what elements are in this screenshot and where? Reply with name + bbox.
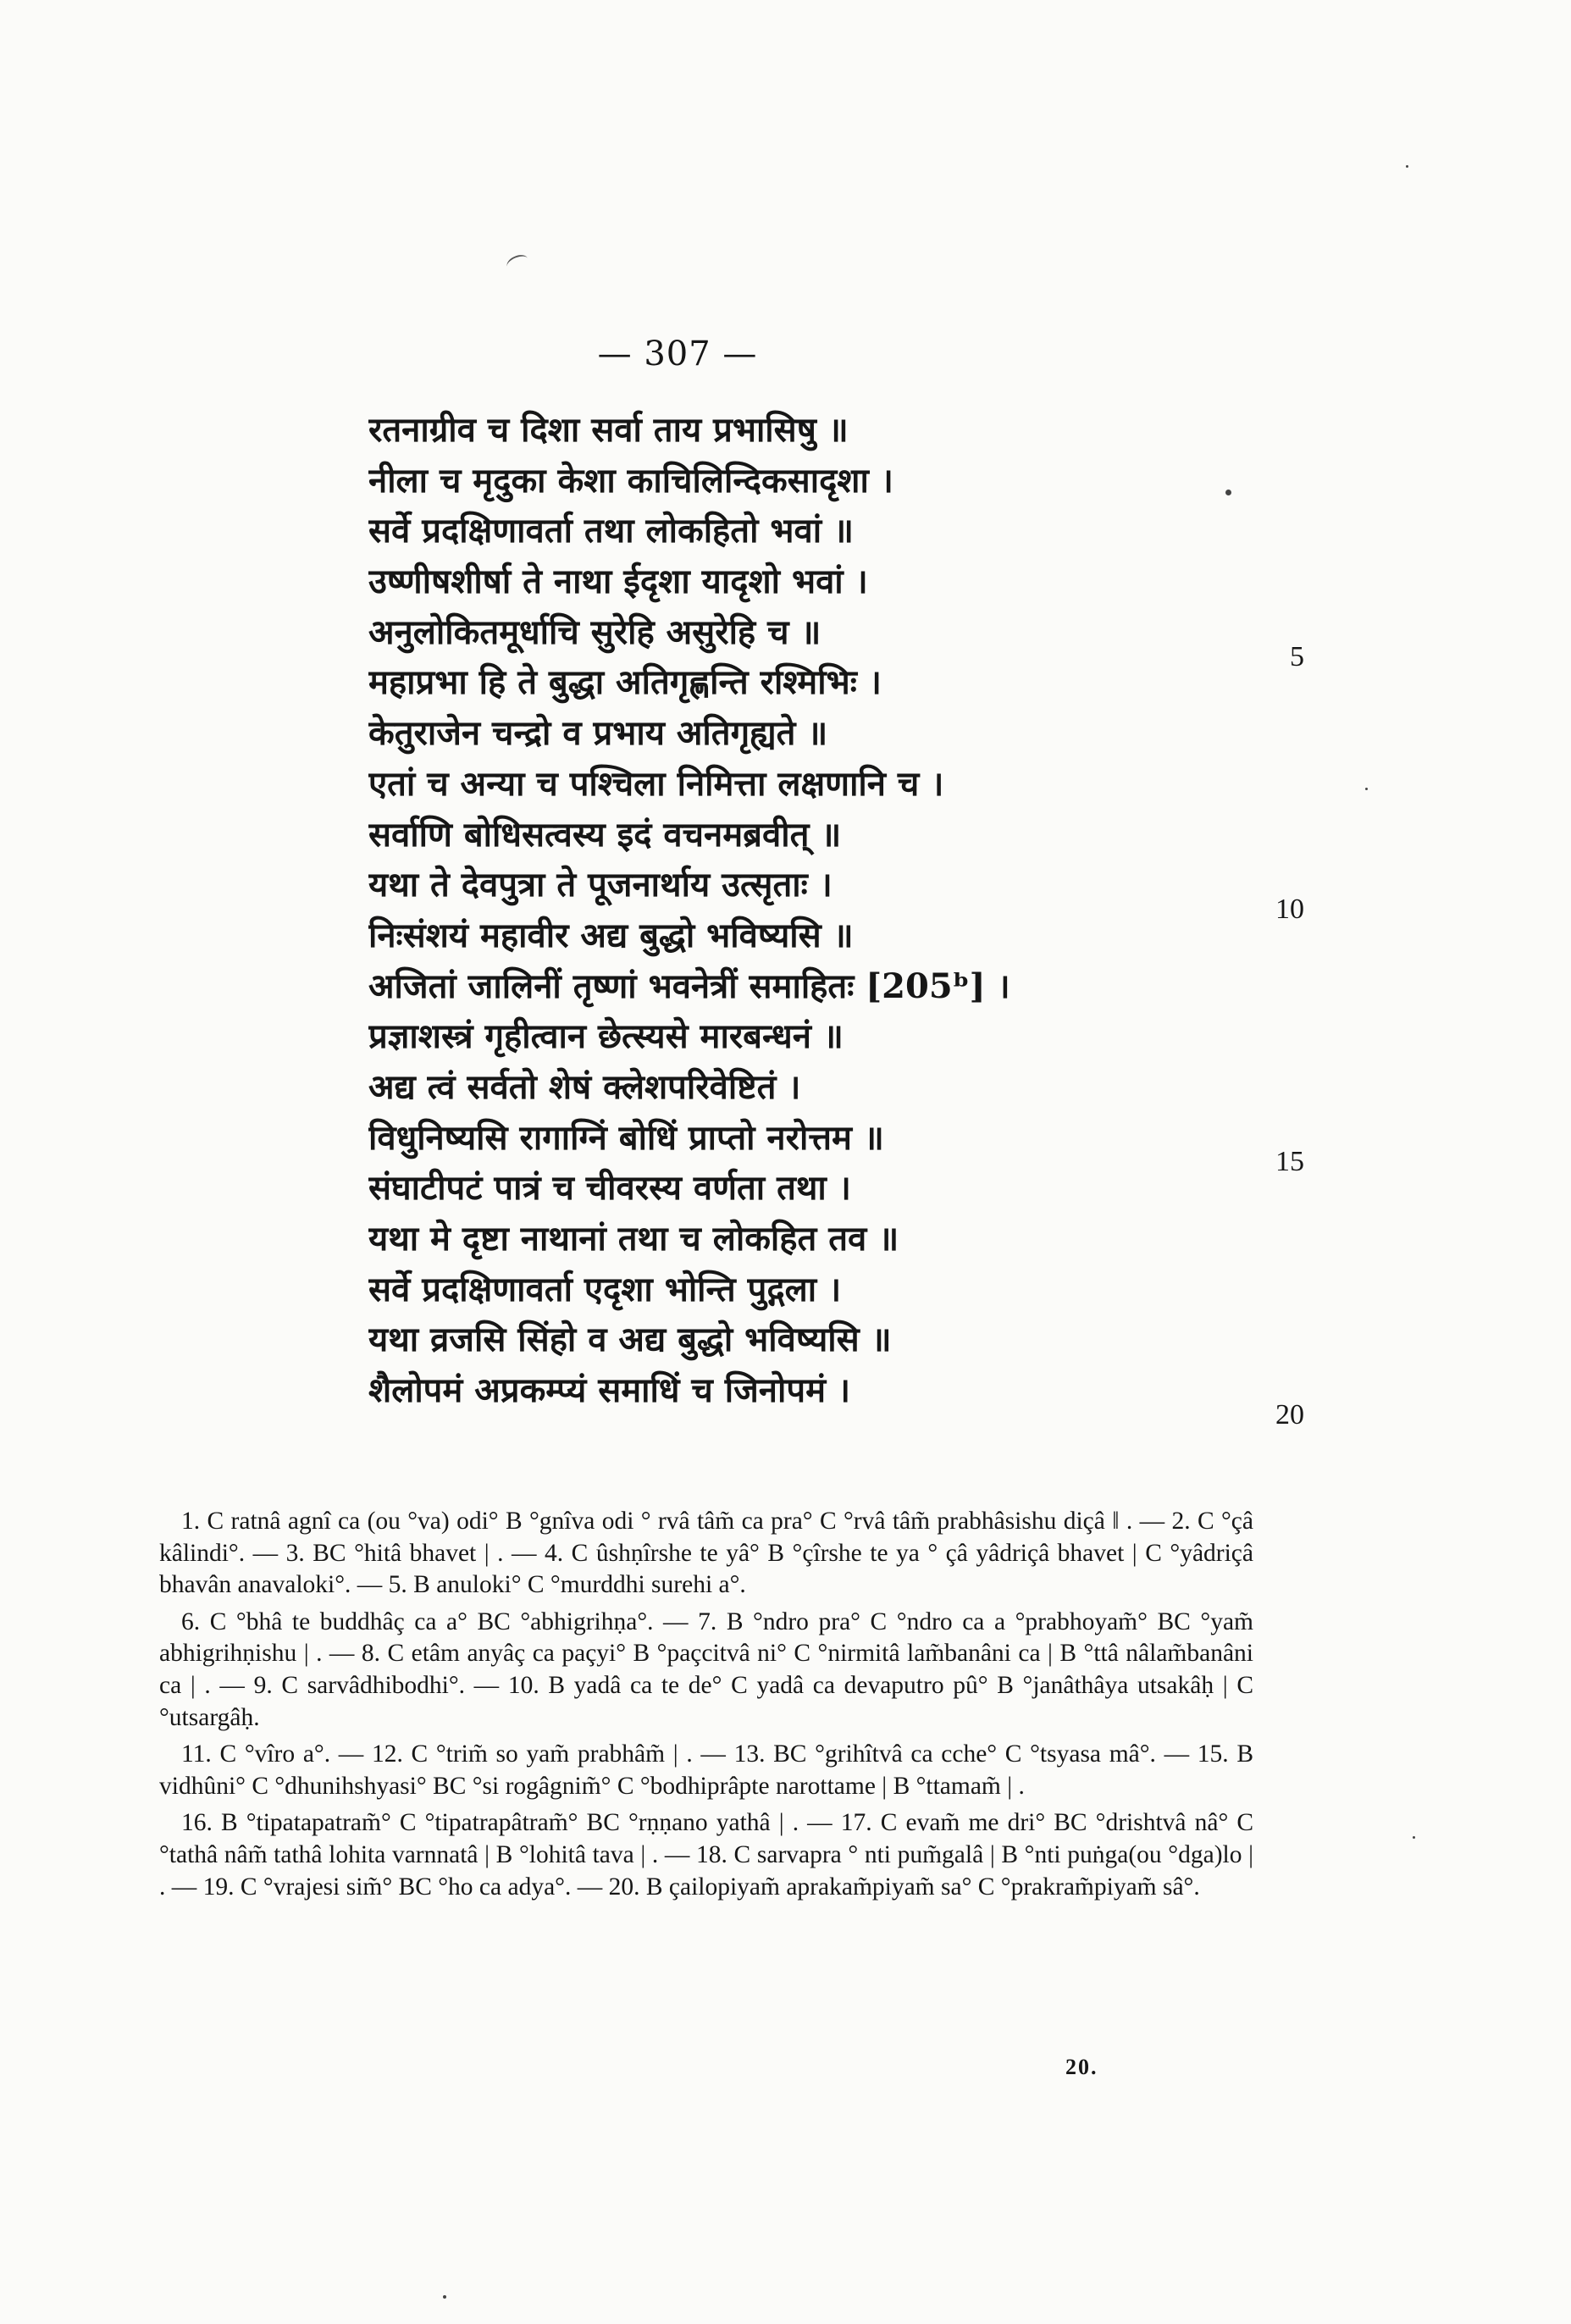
verse-line: सर्वे प्रदक्षिणावर्ता एदृशा भोन्ति पुद्गला ।	[368, 1269, 842, 1309]
signature-mark: 20.	[1065, 2055, 1098, 2079]
verse-line: नीला च मृदुका केशा काचिलिन्दिकसादृशा ।	[368, 460, 893, 501]
verse-line: विधुनिष्यसि रागाग्निं बोधिं प्राप्तो नरोत्तम ॥	[368, 1117, 884, 1158]
verse-line: शैलोपमं अप्रकम्प्यं समाधिं च जिनोपमं ।	[368, 1370, 851, 1411]
verse-block	[368, 405, 1215, 1416]
footnotes	[159, 1506, 1253, 1908]
verse-line: यथा व्रजसि सिंहो व अद्य बुद्धो भविष्यसि ॥	[368, 1320, 892, 1360]
verse-line: यथा मे दृष्टा नाथानां तथा च लोकहित तव ॥	[368, 1219, 899, 1259]
print-speck	[443, 2295, 446, 2299]
verse-line: एतां च अन्या च पश्चिला निमित्ता लक्षणानि च ।	[368, 763, 944, 804]
footnote-paragraph: 6. C °bhâ te buddhâç ca a° BC °abhigrihṇa°. — 7. B °ndro pra° C °ndro ca a °prabhoyam̃° BC °yam̃ abhigrihṇishu | . — 8. C etâm anyâç ca paçyi° B °paçcitvâ ni° C °nirmitâ lam̃banâni ca | B °ttâ nâlam̃banâni ca | . — 9. C sarvâdhibodhi°. — 10. B yadâ ca te de° C yadâ ca devaputro pû° B °janâthâya utsakâḥ | C °utsargâḥ.	[159, 1607, 1253, 1731]
verse-line: रतनाग्रीव च दिशा सर्वा ताय प्रभासिषु ॥	[368, 410, 849, 450]
verse-line: उष्णीषशीर्षा ते नाथा ईदृशा यादृशो भवां ।	[368, 562, 868, 602]
verse-line: सर्वाणि बोधिसत्वस्य इदं वचनमब्रवीत् ॥	[368, 814, 842, 855]
pen-mark	[505, 252, 530, 274]
page-number: — 307 —	[597, 335, 758, 374]
verse-line: अजितां जालिनीं तृष्णां भवनेत्रीं समाहितः [205ᵇ] ।	[368, 966, 1010, 1006]
print-speck	[1406, 165, 1408, 168]
verse-line: महाप्रभा हि ते बुद्धा अतिगृह्णन्ति रश्मिभिः ।	[368, 662, 882, 703]
print-speck	[1365, 788, 1368, 790]
verse-line: यथा ते देवपुत्रा ते पूजनार्थाय उत्सृताः ।	[368, 865, 833, 905]
footnote-paragraph: 1. C ratnâ agnî ca (ou °va) odi° B °gnîva odi ° rvâ tâm̃ ca pra° C °rvâ tâm̃ prabhâsishu diçâ ‖ . — 2. C °çâ kâlindi°. — 3. BC °hitâ bhavet | . — 4. C ûshṇîrshe te yâ° B °çîrshe te ya ° çâ yâdriçâ bhavet | C °yâdriçâ bhavân anavaloki°. — 5. B anuloki° C °murddhi surehi a°.	[159, 1508, 1253, 1599]
line-number: 10	[1275, 894, 1304, 925]
verse-line: सर्वे प्रदक्षिणावर्ता तथा लोकहितो भवां ॥	[368, 511, 854, 551]
line-number: 20	[1275, 1399, 1304, 1430]
footnote-paragraph: 16. B °tipatapatram̃° C °tipatrapâtram̃° BC °rṇṇano yathâ | . — 17. C evam̃ me dri° BC °drishtvâ nâ° C °tathâ nâm̃ tathâ lohita varnnatâ | B °lohitâ tava | . — 18. C sarvapra ° nti pum̃galâ | B °nti puṅga(ou °dga)lo | . — 19. C °vrajesi sim̃° BC °ho ca adya°. — 20. B çailopiyam̃ aprakam̃piyam̃ sa° C °prakram̃piyam̃ sâ°.	[159, 1809, 1253, 1901]
verse-line: केतुराजेन चन्द्रो व प्रभाय अतिगृह्यते ॥	[368, 713, 828, 754]
print-speck	[1413, 1836, 1415, 1839]
line-number: 15	[1275, 1146, 1304, 1177]
verse-line: संघाटीपटं पात्रं च चीवरस्य वर्णता तथा ।	[368, 1168, 851, 1209]
print-speck	[1225, 490, 1231, 495]
line-number: 5	[1290, 641, 1304, 672]
verse-line: अनुलोकितमूर्धाचि सुरेहि असुरेहि च ॥	[368, 611, 821, 652]
footnote-paragraph: 11. C °vîro a°. — 12. C °trim̃ so yam̃ prabhâm̃ | . — 13. BC °grihîtvâ ca cche° C °tsyasa mâ°. — 15. B vidhûni° C °dhunihshyasi° BC °si rogâgnim̃° C °bodhiprâpte narottame | B °ttamam̃ | .	[159, 1740, 1253, 1800]
verse-line: निःसंशयं महावीर अद्य बुद्धो भविष्यसि ॥	[368, 915, 854, 955]
verse-line: प्रज्ञाशस्त्रं गृहीत्वान छेत्स्यसे मारबन्धनं ॥	[368, 1016, 844, 1057]
verse-line: अद्य त्वं सर्वतो शेषं क्लेशपरिवेष्टितं ।	[368, 1066, 801, 1107]
